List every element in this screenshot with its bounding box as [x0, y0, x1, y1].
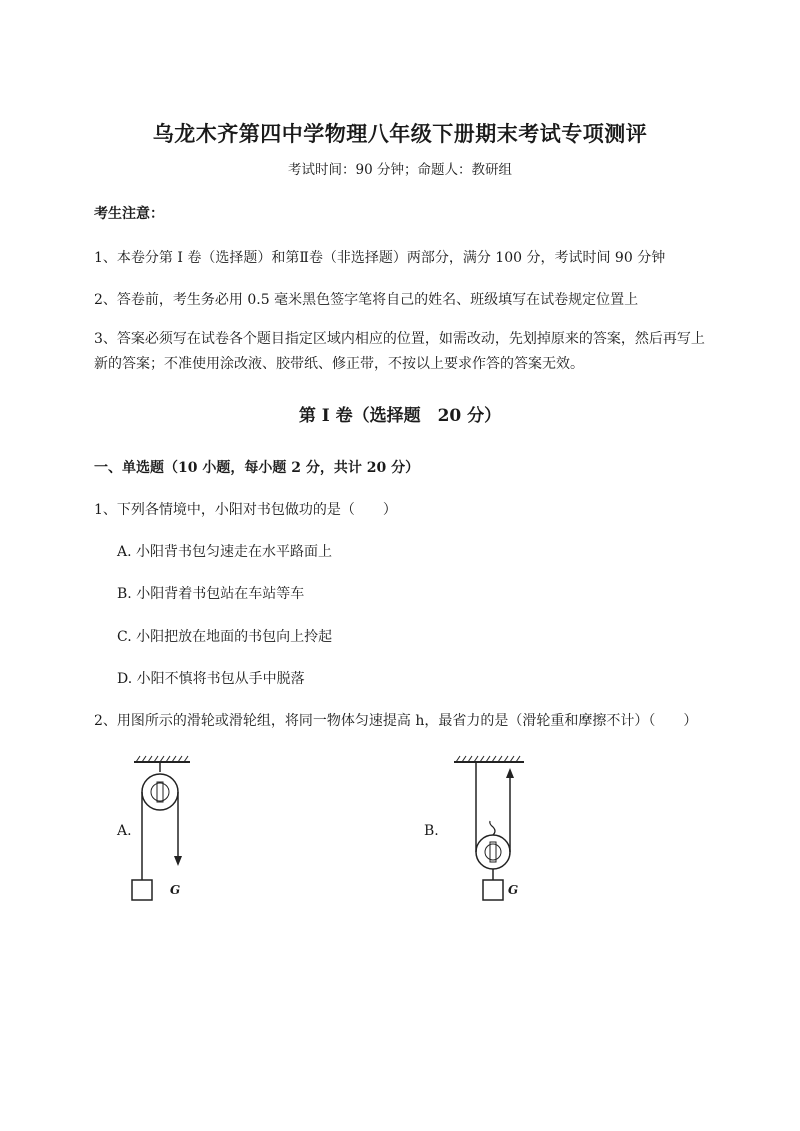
exam-info: 考试时间：90 分钟；命题人：教研组 [288, 162, 512, 178]
notice-heading: 考生注意： [94, 206, 164, 222]
page-title: 乌龙木齐第四中学物理八年级下册期末考试专项测评 [152, 121, 648, 146]
part-heading: 一、单选题（10 小题，每小题 2 分，共计 20 分） [94, 460, 420, 476]
notice-item-2: 2、答卷前，考生务必用 0.5 毫米黑色签字笔将自己的姓名、班级填写在试卷规定位置上 [94, 292, 639, 308]
question-1-option-b[interactable]: B. 小阳背着书包站在车站等车 [117, 586, 305, 602]
figure-a-label[interactable]: A. [117, 823, 132, 839]
notice-item-3: 3、答案必须写在试卷各个题目指定区域内相应的位置，如需改动，先划掉原来的答案，然后再写上新的答案；不准使用涂改液、胶带纸、修正带，不按以上要求作答的答案无效。 [94, 331, 705, 372]
notice-item-1: 1、本卷分第 I 卷（选择题）和第Ⅱ卷（非选择题）两部分，满分 100 分，考试时间 90 分钟 [94, 250, 666, 266]
weight-label-a: G [170, 883, 181, 897]
movable-pulley-figure [452, 752, 532, 907]
question-2-stem: 2、用图所示的滑轮或滑轮组，将同一物体匀速提高 h，最省力的是（滑轮重和摩擦不计）（ ） [94, 713, 698, 729]
figure-b-label[interactable]: B. [424, 823, 439, 839]
weight-label-b: G [508, 883, 519, 897]
question-1-option-a[interactable]: A. 小阳背书包匀速走在水平路面上 [117, 544, 333, 560]
fixed-pulley-figure [128, 752, 208, 907]
question-1-option-d[interactable]: D. 小阳不慎将书包从手中脱落 [117, 671, 305, 687]
question-1-stem: 1、下列各情境中，小阳对书包做功的是（ ） [94, 502, 397, 518]
question-1-option-c[interactable]: C. 小阳把放在地面的书包向上拎起 [117, 629, 333, 645]
section-title: 第 I 卷（选择题 20 分） [298, 406, 502, 426]
